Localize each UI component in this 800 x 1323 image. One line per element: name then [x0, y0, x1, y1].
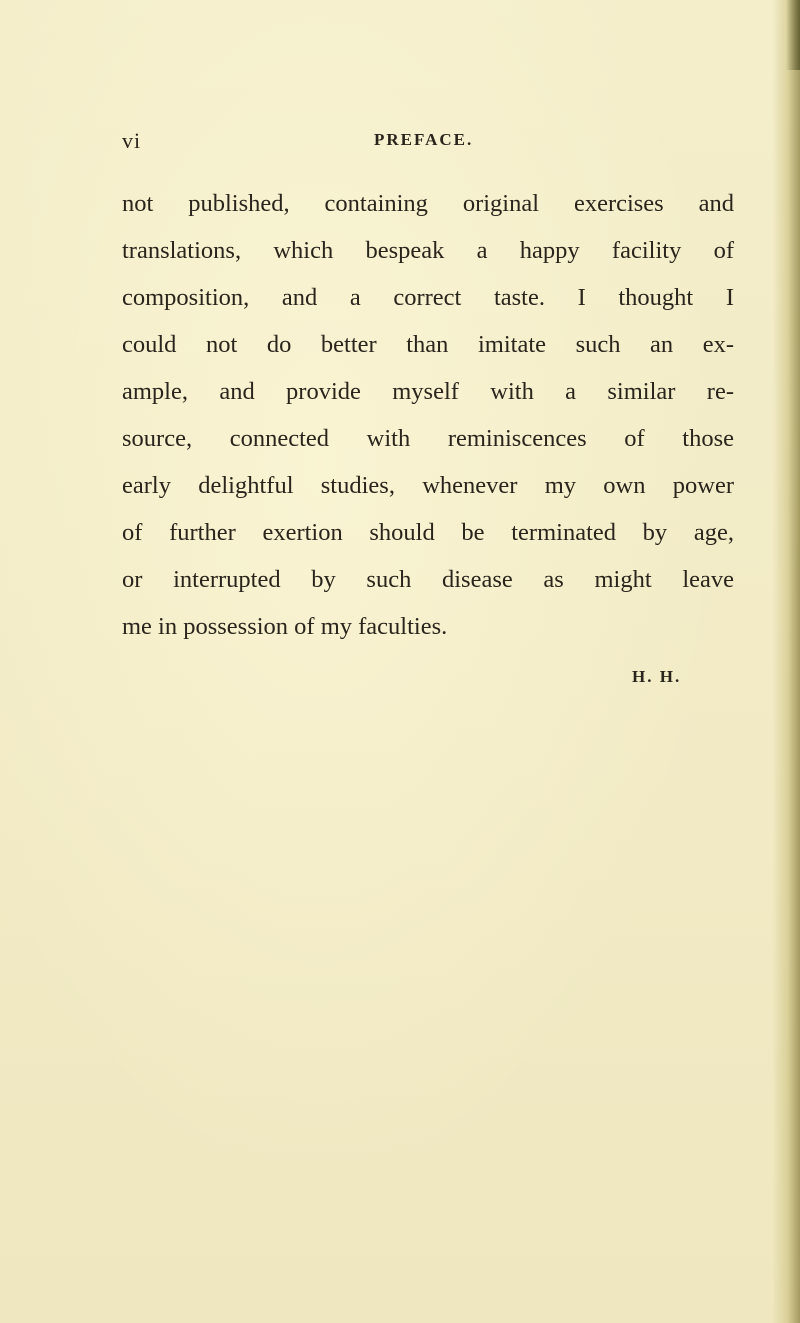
text-line: or interrupted by such disease as might leave [122, 566, 734, 593]
text-line: composition, and a correct taste. I thought I [122, 284, 734, 311]
text-line: translations, which bespeak a happy facility of [122, 237, 734, 264]
page-number: vi [122, 128, 142, 153]
preface-paragraph [122, 180, 734, 650]
text-line: could not do better than imitate such an ex- [122, 331, 734, 358]
author-initials: H. H. [632, 667, 682, 686]
text-line: early delightful studies, whenever my own power [122, 472, 734, 499]
running-title: PREFACE. [374, 130, 474, 149]
page-edge-shading [772, 0, 800, 1323]
page-corner-shadow [786, 0, 800, 70]
text-line: me in possession of my faculties. [122, 613, 448, 640]
running-header [122, 128, 732, 158]
text-line: of further exertion should be terminated by age, [122, 519, 734, 546]
text-line: ample, and provide myself with a similar re- [122, 378, 734, 405]
text-line: not published, containing original exercises and [122, 190, 734, 217]
text-line: source, connected with reminiscences of those [122, 425, 734, 452]
